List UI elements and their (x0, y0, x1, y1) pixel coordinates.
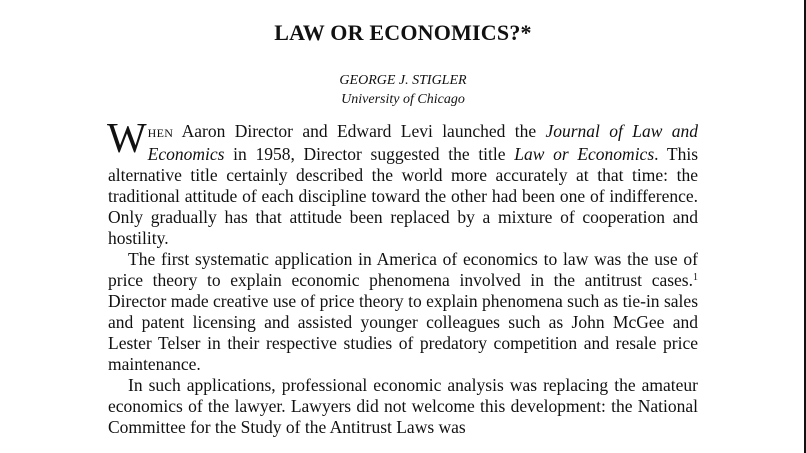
footnote-marker[interactable]: 1 (693, 272, 698, 283)
paper-title: LAW OR ECONOMICS?* (274, 20, 532, 45)
paragraph-text: in 1958, Director suggested the title (224, 144, 515, 164)
body-text (107, 116, 699, 438)
paragraph-text: . This alternative title certainly described the world more accurately at that time: the traditional attitude of each discipline toward the other had been one of indifference. Only gradually has that attitude been replaced by a mixture of cooperation and hostility. (108, 144, 699, 248)
paragraph-2 (108, 249, 698, 375)
paragraph-3 (108, 375, 698, 438)
paragraph-text: Director made creative use of price theory to explain phenomena such as tie-in sales and patent licensing and assisted younger colleagues such as John McGee and Lester Telser in their respective studies of predatory competition and resale price maintenance. (108, 291, 698, 374)
small-caps-text: HEN (147, 126, 174, 140)
author-affiliation: University of Chicago (341, 92, 465, 107)
paragraph-1 (107, 116, 699, 249)
alt-title-italic: Law or Economics (514, 144, 655, 164)
author-name: GEORGE J. STIGLER (339, 73, 467, 88)
drop-cap: W (107, 116, 147, 162)
paragraph-text: In such applications, professional economic analysis was replacing the amateur economics of the lawyer. Lawyers did not welcome this development: the National Committee for the Study of the Antitrust Laws was (108, 375, 698, 437)
paragraph-text: Aaron Director and Edward Levi launched the (173, 121, 546, 141)
journal-title-italic: Journal of Law and Economics (147, 121, 698, 164)
paragraph-text: The first systematic application in America of economics to law was the use of price theory to explain economic phenomena involved in the antitrust cases. (108, 249, 698, 290)
